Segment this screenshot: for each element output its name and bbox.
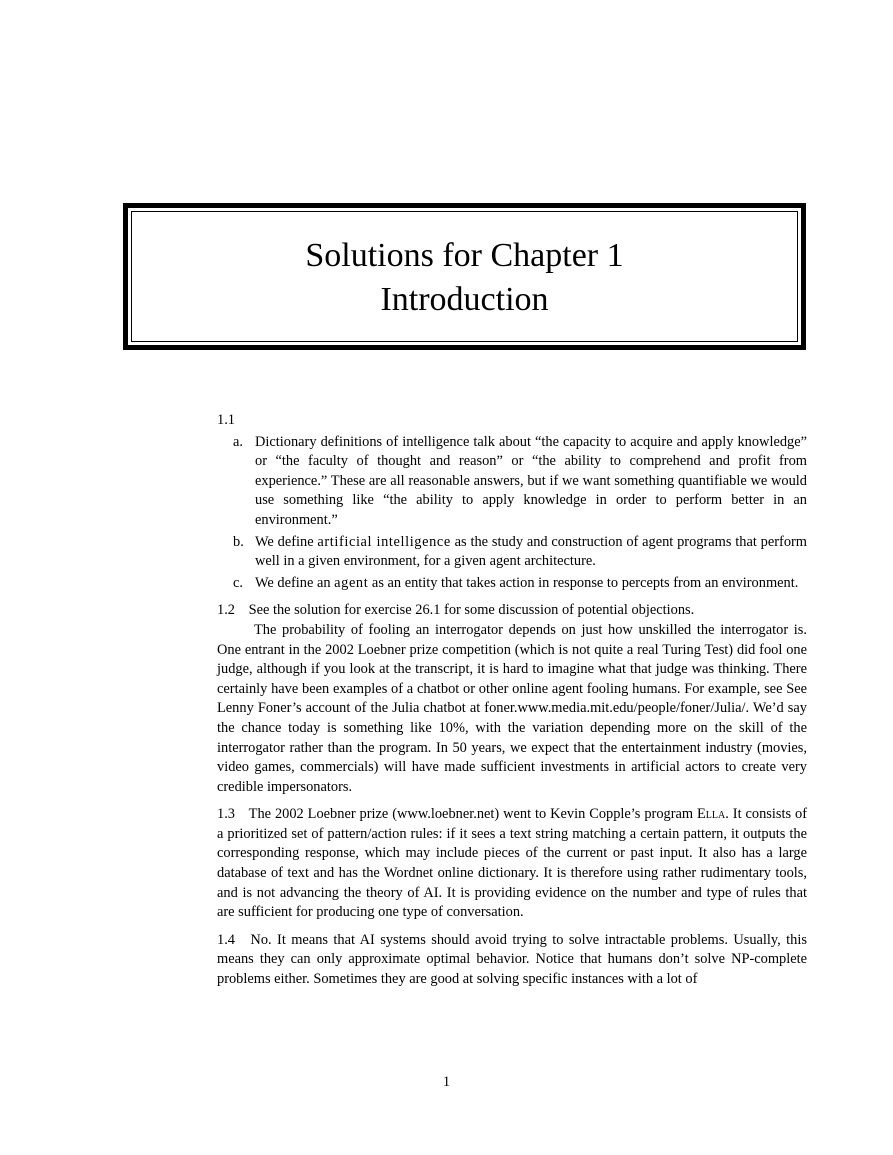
exercise-1-2-paragraph: The probability of fooling an interrogator depends on just how unskilled the interrogator is. One entrant in the 2002 Loebner prize competition (which is not quite a real Turing Test) did fool one judge, although if you look at the transcript, it is hard to imagine what that judge was thinking. There certainly have been examples of a chatbot or other online agent fooling humans. For example, see See Lenny Foner’s account of the Julia chatbot at foner.www.media.mit.edu/people/foner/Julia/. We’d say the chance today is something like 10%, with the variation depending more on the skill of the interrogator rather than the program. In 50 years, we expect that the entertainment industry (movies, video games, commercials) will have made sufficient investments in artificial actors to create very credible impersonators.: [217, 621, 807, 795]
term-artificial-intelligence: artificial intelligence: [317, 533, 451, 550]
program-name-ella: Ella: [697, 806, 726, 823]
exercise-number: 1.2: [217, 602, 235, 619]
exercise-1-1: [217, 411, 807, 593]
exercise-number: 1.3: [217, 806, 235, 823]
page-number: 1: [442, 1074, 451, 1090]
item-text-post: as the study and construction of agent programs that perform well in a given environment, for a given agent architecture.: [255, 533, 808, 570]
exercise-1-2-line1: See the solution for exercise 26.1 for some discussion of potential objections.: [248, 602, 695, 619]
exercise-1-2: [217, 601, 807, 797]
exercise-1-1-list: [217, 433, 807, 594]
term-agent: agent: [334, 574, 369, 591]
item-text: Dictionary definitions of intelligence talk about “the capacity to acquire and apply knowledge” or “the faculty of thought and reason” or “the ability to comprehend and profit from experience.” These are all reasonable answers, but if we want something quantifiable we would use something like “the ability to apply knowledge in order to perform better in an environment.”: [255, 433, 807, 528]
exercise-number: 1.4: [217, 931, 235, 948]
item-text-post: as an entity that takes action in response to percepts from an environment.: [368, 574, 799, 591]
exercise-1-3: [217, 805, 807, 923]
exercise-1-4-text: No. It means that AI systems should avoid trying to solve intractable problems. Usually, this means they can only approximate optimal behavior. Notice that humans don’t solve NP-complete problems either. Sometimes they are good at solving specific instances with a lot of: [217, 931, 807, 988]
exercise-number: 1.1: [217, 412, 235, 428]
chapter-title-box: [123, 203, 806, 350]
list-item-b: [217, 533, 807, 572]
item-label: b.: [233, 533, 244, 550]
item-label: a.: [233, 433, 243, 450]
exercise-1-4: [217, 931, 807, 990]
item-label: c.: [233, 574, 243, 591]
chapter-title-inner-border: [131, 211, 798, 342]
list-item-a: [217, 433, 807, 531]
item-text-pre: We define an: [255, 574, 335, 591]
exercise-1-3-text-post: . It consists of a prioritized set of pattern/action rules: if it sees a text string matching a certain pattern, it outputs the corresponding response, which may include pieces of the current or past input. It also has a large database of text and has the Wordnet online dictionary. It is therefore using rather rudimentary tools, and is not advancing the theory of AI. It is providing evidence on the number and type of rules that are sufficient for producing one type of conversation.: [217, 806, 807, 921]
chapter-title: Solutions for Chapter 1: [305, 237, 624, 274]
chapter-subtitle: Introduction: [380, 281, 549, 318]
exercise-1-3-text-pre: The 2002 Loebner prize (www.loebner.net) went to Kevin Copple’s program: [248, 806, 698, 823]
chapter-content: [217, 411, 807, 990]
exercise-1-2-first-line: [217, 601, 807, 621]
item-text-pre: We define: [255, 533, 318, 550]
list-item-c: [217, 574, 807, 594]
